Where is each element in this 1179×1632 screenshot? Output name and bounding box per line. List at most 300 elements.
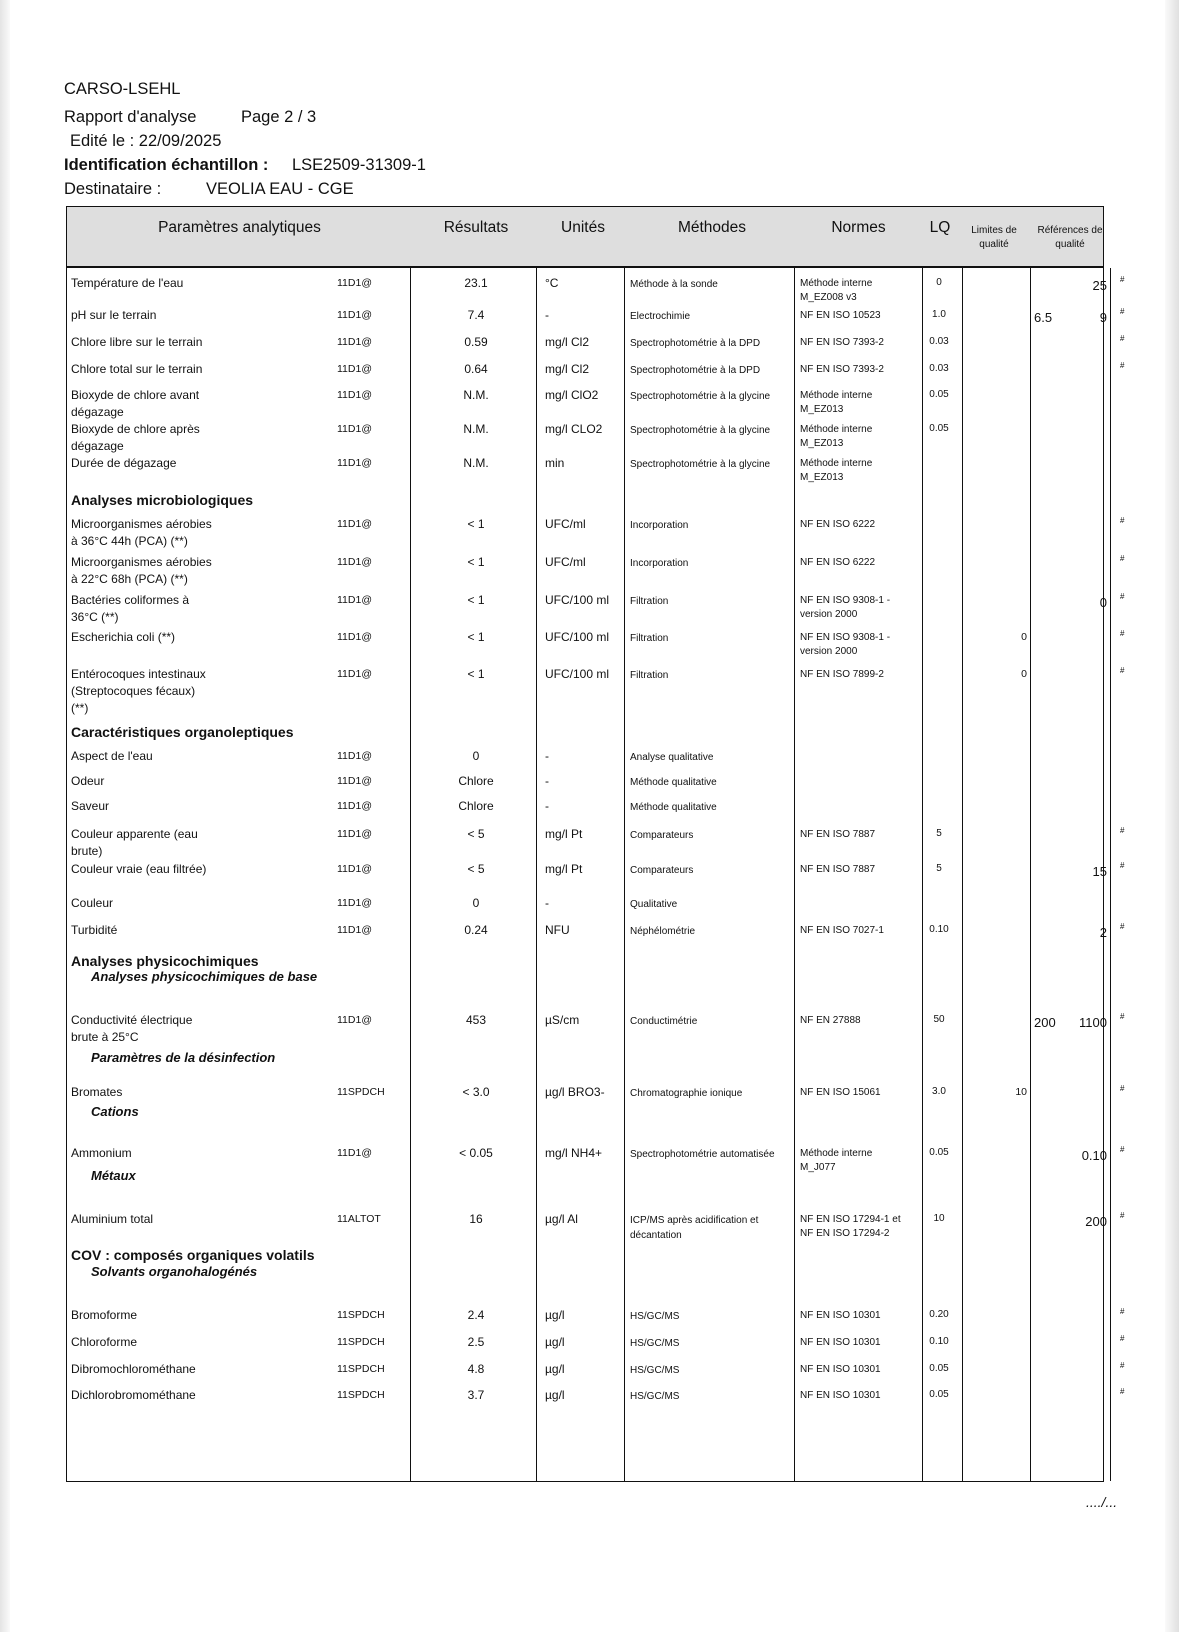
accreditation-mark: #	[1120, 592, 1125, 601]
subsection-title: Métaux	[91, 1168, 136, 1183]
method-line: décantation	[630, 1230, 682, 1241]
norm	[800, 336, 884, 350]
result-value: < 1	[467, 630, 485, 644]
quality-ref-max: 200	[1085, 1214, 1107, 1229]
result-value: N.M.	[463, 388, 489, 402]
unit: NFU	[545, 923, 570, 937]
norm-line: NF EN ISO 10301	[800, 1310, 881, 1321]
method-code: 11D1@	[337, 800, 372, 812]
lq-value: 0.20	[929, 1309, 949, 1320]
lq-value: 0.05	[929, 1147, 949, 1158]
method	[630, 336, 760, 351]
method-line: Filtration	[630, 633, 669, 644]
col-divider	[410, 268, 411, 1481]
quality-limit: 10	[1015, 1086, 1027, 1098]
param-name	[71, 1334, 137, 1351]
accreditation-mark: #	[1120, 1334, 1125, 1343]
method-line: Qualitative	[630, 899, 678, 910]
method	[630, 277, 718, 292]
norm	[800, 1086, 881, 1100]
param-line: à 36°C 44h (PCA) (**)	[71, 534, 188, 548]
method-code: 11D1@	[337, 828, 372, 840]
method-line: HS/GC/MS	[630, 1311, 680, 1322]
norm-line: M_J077	[800, 1162, 836, 1173]
norm-line: version 2000	[800, 646, 858, 657]
norm	[800, 1363, 881, 1377]
norm-line: NF EN ISO 7393-2	[800, 337, 884, 348]
method-line: Comparateurs	[630, 830, 694, 841]
method-line: Spectrophotométrie à la DPD	[630, 365, 761, 376]
page-shadow-right	[1165, 0, 1179, 1632]
accreditation-mark: #	[1120, 1084, 1125, 1093]
norm	[800, 518, 875, 532]
method	[630, 828, 693, 843]
unit: min	[545, 456, 565, 470]
param-name	[71, 748, 153, 765]
method	[630, 389, 770, 404]
unit: mg/l Cl2	[545, 362, 590, 376]
method-code: 11D1@	[337, 363, 372, 375]
accreditation-mark: #	[1120, 1012, 1125, 1021]
result-value: 2.5	[467, 1335, 485, 1349]
lq-value: 0.03	[929, 363, 949, 374]
param-line: Couleur apparente (eau	[71, 827, 198, 841]
method	[630, 1213, 758, 1243]
accreditation-mark: #	[1120, 334, 1125, 343]
param-name	[71, 455, 176, 472]
lq-value: 0.05	[929, 423, 949, 434]
norm-line: M_EZ013	[800, 404, 844, 415]
method-line: Spectrophotométrie à la glycine	[630, 391, 771, 402]
method	[630, 631, 668, 646]
param-name	[71, 1361, 196, 1378]
param-line: Température de l'eau	[71, 276, 184, 290]
method-line: Méthode qualitative	[630, 802, 717, 813]
quality-ref-max: 0.10	[1081, 1148, 1107, 1163]
quality-ref-max: 9	[1099, 310, 1107, 325]
lq-value: 0	[936, 277, 942, 288]
result-value: 23.1	[464, 276, 488, 290]
lq-value: 10	[933, 1213, 945, 1224]
norm	[800, 423, 872, 451]
param-line: à 22°C 68h (PCA) (**)	[71, 572, 188, 586]
lq-value: 0.10	[929, 1336, 949, 1347]
norm	[800, 1389, 881, 1403]
method-line: HS/GC/MS	[630, 1365, 680, 1376]
method-code: 11D1@	[337, 1014, 372, 1026]
method-line: Méthode qualitative	[630, 777, 717, 788]
section-title: Analyses microbiologiques	[71, 492, 254, 508]
param-line: 36°C (**)	[71, 610, 119, 624]
method	[630, 800, 717, 815]
method	[630, 775, 717, 790]
col-params: Paramètres analytiques	[158, 219, 321, 236]
col-divider	[1110, 268, 1111, 1481]
method	[630, 1336, 679, 1351]
unit: -	[545, 774, 549, 788]
norm	[800, 828, 875, 842]
param-name	[71, 773, 104, 790]
norm	[800, 924, 884, 938]
norm-line: NF EN ISO 10301	[800, 1337, 881, 1348]
norm-line: NF EN ISO 7887	[800, 864, 876, 875]
method-code: 11D1@	[337, 897, 372, 909]
method-code: 11D1@	[337, 775, 372, 787]
result-value: < 1	[467, 667, 485, 681]
method	[630, 1309, 679, 1324]
result-value: < 0.05	[459, 1146, 493, 1160]
method-code: 11D1@	[337, 277, 372, 289]
param-line: Bromates	[71, 1085, 123, 1099]
norm-line: NF EN ISO 15061	[800, 1087, 881, 1098]
sample-id: LSE2509-31309-1	[292, 156, 426, 174]
result-value: N.M.	[463, 456, 489, 470]
param-name	[71, 361, 202, 378]
quality-limit: 0	[1021, 668, 1027, 680]
accreditation-mark: #	[1120, 1307, 1125, 1316]
norm	[800, 1213, 901, 1241]
result-value: < 3.0	[462, 1085, 490, 1099]
accreditation-mark: #	[1120, 1361, 1125, 1370]
param-line: Ammonium	[71, 1146, 132, 1160]
norm-line: Méthode interne	[800, 424, 873, 435]
unit: mg/l Pt	[545, 827, 583, 841]
method-code: 11D1@	[337, 309, 372, 321]
recipient: VEOLIA EAU - CGE	[206, 180, 354, 198]
param-line: Entérocoques intestinaux	[71, 667, 206, 681]
result-value: 3.7	[467, 1388, 485, 1402]
unit: µg/l Al	[545, 1212, 578, 1226]
recipient-label: Destinataire :	[64, 180, 162, 198]
method-code: 11D1@	[337, 668, 372, 680]
col-methods: Méthodes	[677, 219, 747, 236]
accreditation-mark: #	[1120, 666, 1125, 675]
method-line: Spectrophotométrie à la glycine	[630, 425, 771, 436]
norm-line: NF EN ISO 7887	[800, 829, 876, 840]
norm-line: NF EN ISO 9308-1 -	[800, 595, 891, 606]
subsection-title: Analyses physicochimiques de base	[91, 969, 318, 984]
method-line: Filtration	[630, 670, 669, 681]
method	[630, 556, 688, 571]
quality-ref-max: 25	[1092, 278, 1107, 293]
result-value: 0.64	[464, 362, 488, 376]
results-table	[66, 206, 1125, 1482]
quality-ref-max: 1100	[1079, 1015, 1107, 1030]
method	[630, 423, 770, 438]
result-value: 2.4	[467, 1308, 485, 1322]
param-name	[71, 922, 117, 939]
norm-line: Méthode interne	[800, 278, 873, 289]
norm-line: Méthode interne	[800, 458, 873, 469]
lq-value: 0.03	[929, 336, 949, 347]
param-name	[71, 861, 206, 878]
norm-line: M_EZ013	[800, 438, 844, 449]
lq-value: 3.0	[932, 1086, 946, 1097]
method	[630, 457, 770, 472]
param-line: Dibromochlorométhane	[71, 1362, 196, 1376]
method	[630, 1389, 679, 1404]
param-line: pH sur le terrain	[71, 308, 157, 322]
method-code: 11D1@	[337, 423, 372, 435]
col-divider	[794, 268, 795, 1481]
norm	[800, 389, 872, 417]
page-shadow-left	[0, 0, 10, 1632]
result-value: 7.4	[467, 308, 485, 322]
method-code: 11D1@	[337, 924, 372, 936]
quality-limit: 0	[1021, 631, 1027, 643]
lq-value: 0.05	[929, 1363, 949, 1374]
unit: UFC/100 ml	[545, 630, 610, 644]
norm	[800, 1336, 881, 1350]
param-line: Dichlorobromométhane	[71, 1388, 196, 1402]
norm	[800, 457, 872, 485]
method-line: Néphélométrie	[630, 926, 696, 937]
method-line: Conductimétrie	[630, 1016, 698, 1027]
norm-line: M_EZ013	[800, 472, 844, 483]
section-title: COV : composés organiques volatils	[71, 1247, 315, 1263]
quality-ref-min: 200	[1034, 1015, 1056, 1030]
result-value: 0.59	[464, 335, 488, 349]
param-line: Turbidité	[71, 923, 118, 937]
norm-line: NF EN ISO 9308-1 -	[800, 632, 891, 643]
sample-label: Identification échantillon :	[64, 156, 269, 174]
unit: mg/l Cl2	[545, 335, 590, 349]
method-line: HS/GC/MS	[630, 1338, 680, 1349]
accreditation-mark: #	[1120, 1211, 1125, 1220]
param-line: Microorganismes aérobies	[71, 555, 212, 569]
norm-line: NF EN ISO 10301	[800, 1364, 881, 1375]
accreditation-mark: #	[1120, 516, 1125, 525]
unit: µg/l	[545, 1308, 565, 1322]
unit: µg/l	[545, 1388, 565, 1402]
method	[630, 863, 693, 878]
method-code: 11D1@	[337, 518, 372, 530]
param-line: dégazage	[71, 405, 124, 419]
col-divider	[1030, 268, 1031, 1481]
accreditation-mark: #	[1120, 1145, 1125, 1154]
unit: -	[545, 896, 549, 910]
norm-line: NF EN ISO 7899-2	[800, 669, 884, 680]
result-value: < 1	[467, 555, 485, 569]
method-code: 11D1@	[337, 1147, 372, 1159]
param-line: brute à 25°C	[71, 1030, 139, 1044]
edited-date: Edité le : 22/09/2025	[70, 132, 222, 150]
param-name	[71, 592, 189, 626]
method-line: Méthode à la sonde	[630, 279, 718, 290]
norm-line: Méthode interne	[800, 390, 873, 401]
norm-line: NF EN ISO 10301	[800, 1390, 881, 1401]
lq-value: 5	[936, 863, 942, 874]
unit: UFC/100 ml	[545, 593, 610, 607]
method	[630, 897, 677, 912]
method-line: Spectrophotométrie automatisée	[630, 1149, 775, 1160]
result-value: 4.8	[467, 1362, 485, 1376]
unit: mg/l CLO2	[545, 422, 603, 436]
param-line: Escherichia coli (**)	[71, 630, 176, 644]
norm	[800, 863, 875, 877]
quality-ref-min: 6.5	[1034, 310, 1053, 325]
method-code: 11D1@	[337, 750, 372, 762]
col-lq: LQ	[929, 219, 951, 236]
param-name	[71, 1307, 137, 1324]
param-line: Bioxyde de chlore après	[71, 422, 200, 436]
norm-line: NF EN ISO 10523	[800, 310, 881, 321]
norm	[800, 1147, 872, 1175]
unit: µg/l	[545, 1362, 565, 1376]
unit: -	[545, 799, 549, 813]
param-line: Aspect de l'eau	[71, 749, 153, 763]
accreditation-mark: #	[1120, 275, 1125, 284]
unit: UFC/100 ml	[545, 667, 610, 681]
method-line: Filtration	[630, 596, 669, 607]
quality-ref-max: 2	[1099, 925, 1107, 940]
col-limits: Limites de qualité	[971, 225, 1017, 250]
accreditation-mark: #	[1120, 629, 1125, 638]
method-code: 11D1@	[337, 336, 372, 348]
param-line: Microorganismes aérobies	[71, 517, 212, 531]
unit: mg/l Pt	[545, 862, 583, 876]
page-number: Page 2 / 3	[241, 108, 317, 126]
norm-line: NF EN ISO 6222	[800, 519, 876, 530]
lq-value: 0.10	[929, 924, 949, 935]
quality-ref-max: 0	[1099, 595, 1107, 610]
unit: mg/l ClO2	[545, 388, 599, 402]
result-value: < 5	[467, 862, 485, 876]
result-value: < 1	[467, 593, 485, 607]
norm-line: Méthode interne	[800, 1148, 873, 1159]
param-line: brute)	[71, 844, 103, 858]
norm-line: NF EN ISO 17294-1 et	[800, 1214, 901, 1225]
method-code: 11SPDCH	[337, 1363, 385, 1375]
param-name	[71, 1084, 122, 1101]
unit: UFC/ml	[545, 517, 586, 531]
norm-line: version 2000	[800, 609, 858, 620]
result-value: 0.24	[464, 923, 488, 937]
param-line: (**)	[71, 701, 89, 715]
unit: µg/l	[545, 1335, 565, 1349]
norm	[800, 363, 884, 377]
param-name	[71, 895, 113, 912]
param-name	[71, 1387, 196, 1404]
subsection-title: Solvants organohalogénés	[91, 1264, 258, 1279]
param-line: (Streptocoques fécaux)	[71, 684, 196, 698]
method	[630, 1363, 679, 1378]
param-line: dégazage	[71, 439, 124, 453]
method-line: Comparateurs	[630, 865, 694, 876]
result-value: 0	[472, 896, 480, 910]
param-name	[71, 1012, 192, 1046]
method-code: 11D1@	[337, 457, 372, 469]
unit: µg/l BRO3-	[545, 1085, 605, 1099]
result-value: 453	[465, 1013, 487, 1027]
report-label: Rapport d'analyse	[64, 108, 197, 126]
method	[630, 518, 688, 533]
method-line: ICP/MS après acidification et	[630, 1215, 759, 1226]
method-line: Analyse qualitative	[630, 752, 714, 763]
norm-line: NF EN ISO 6222	[800, 557, 876, 568]
param-line: Aluminium total	[71, 1212, 154, 1226]
param-line: Bromoforme	[71, 1308, 138, 1322]
norm	[800, 277, 872, 305]
method-code: 11ALTOT	[337, 1213, 381, 1225]
method	[630, 1014, 697, 1029]
norm	[800, 309, 881, 323]
result-value: < 1	[467, 517, 485, 531]
norm	[800, 631, 890, 659]
result-value: < 5	[467, 827, 485, 841]
col-norms: Normes	[831, 219, 886, 236]
param-name	[71, 387, 199, 421]
accreditation-mark: #	[1120, 361, 1125, 370]
unit: °C	[545, 276, 559, 290]
lq-value: 5	[936, 828, 942, 839]
continuation-mark: ..../...	[1086, 1494, 1118, 1510]
method	[630, 668, 668, 683]
section-title: Analyses physicochimiques	[71, 953, 259, 969]
method	[630, 1086, 742, 1101]
norm-line: NF EN ISO 17294-2	[800, 1228, 890, 1239]
unit: -	[545, 308, 549, 322]
method-code: 11D1@	[337, 863, 372, 875]
param-name	[71, 1211, 153, 1228]
norm	[800, 556, 875, 570]
param-name	[71, 516, 212, 550]
param-name	[71, 1145, 132, 1162]
method	[630, 1147, 775, 1162]
norm	[800, 1014, 861, 1028]
param-line: Couleur vraie (eau filtrée)	[71, 862, 207, 876]
result-value: Chlore	[458, 799, 494, 813]
param-name	[71, 826, 198, 860]
param-name	[71, 554, 212, 588]
norm-line: NF EN 27888	[800, 1015, 861, 1026]
param-name	[71, 798, 109, 815]
col-divider	[624, 268, 625, 1481]
param-line: Couleur	[71, 896, 114, 910]
accreditation-mark: #	[1120, 922, 1125, 931]
method-line: Spectrophotométrie à la DPD	[630, 338, 761, 349]
method	[630, 309, 690, 324]
col-divider	[922, 268, 923, 1481]
result-value: N.M.	[463, 422, 489, 436]
method-line: Spectrophotométrie à la glycine	[630, 459, 771, 470]
col-units: Unités	[561, 219, 605, 236]
param-name	[71, 421, 200, 455]
result-value: 16	[469, 1212, 483, 1226]
accreditation-mark: #	[1120, 554, 1125, 563]
accreditation-mark: #	[1120, 861, 1125, 870]
quality-ref-max: 15	[1092, 864, 1107, 879]
param-line: Chlore libre sur le terrain	[71, 335, 203, 349]
param-line: Chloroforme	[71, 1335, 138, 1349]
param-line: Chlore total sur le terrain	[71, 362, 203, 376]
subsection-title: Cations	[91, 1104, 139, 1119]
lab-name: CARSO-LSEHL	[64, 80, 181, 98]
norm-line: NF EN ISO 7027-1	[800, 925, 884, 936]
result-value: 0	[472, 749, 480, 763]
method-code: 11SPDCH	[337, 1309, 385, 1321]
method	[630, 363, 760, 378]
lq-value: 0.05	[929, 389, 949, 400]
param-name	[71, 666, 206, 717]
method-code: 11D1@	[337, 556, 372, 568]
method-code: 11SPDCH	[337, 1336, 385, 1348]
param-line: Bioxyde de chlore avant	[71, 388, 200, 402]
norm-line: NF EN ISO 7393-2	[800, 364, 884, 375]
method	[630, 594, 668, 609]
param-line: Saveur	[71, 799, 110, 813]
method-code: 11SPDCH	[337, 1086, 385, 1098]
